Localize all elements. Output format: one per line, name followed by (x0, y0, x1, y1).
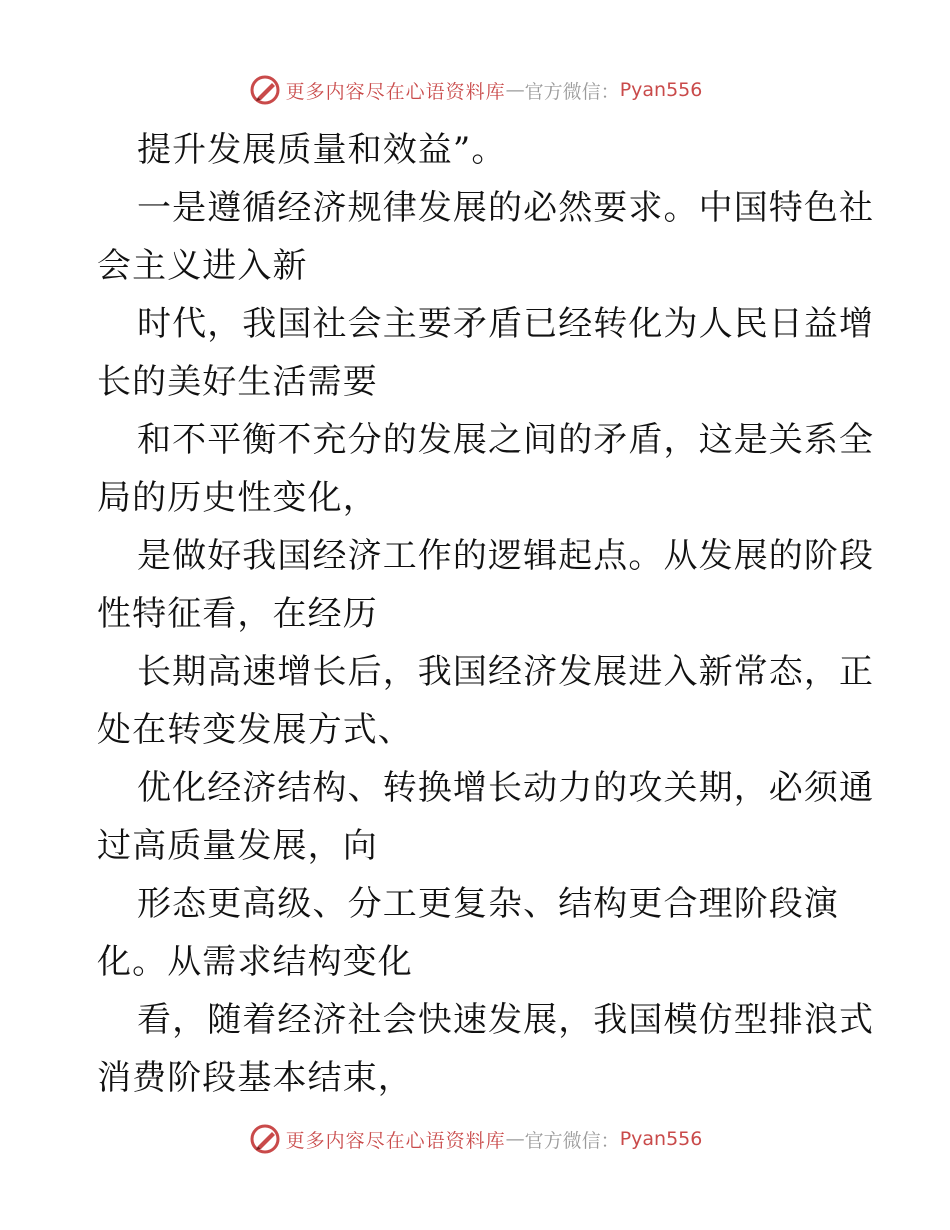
text-line: 看，随着经济社会快速发展，我国模仿型排浪式 (137, 1000, 875, 1040)
watermark-sub-text: 官方微信： (524, 80, 620, 103)
text-line: 处在转变发展方式、 (97, 710, 413, 750)
watermark-main-text: 更多内容尽在心语资料库 (285, 80, 506, 103)
footer-watermark (0, 1119, 950, 1159)
text-line: 是做好我国经济工作的逻辑起点。从发展的阶段 (137, 536, 875, 576)
pen-logo-icon (248, 1122, 282, 1156)
watermark-dash: — (505, 79, 525, 101)
watermark-wechat-id: Pyan556 (619, 1128, 703, 1150)
watermark-dash: — (505, 1128, 525, 1150)
pen-logo-icon (248, 73, 282, 107)
text-line: 化。从需求结构变化 (97, 942, 413, 982)
text-line: 长的美好生活需要 (97, 362, 378, 402)
text-line: 过高质量发展，向 (97, 826, 378, 866)
text-line: 一是遵循经济规律发展的必然要求。中国特色社 (137, 188, 875, 228)
watermark-main-text: 更多内容尽在心语资料库 (285, 1129, 506, 1152)
watermark-sub-text: 官方微信： (524, 1129, 620, 1152)
text-line: 形态更高级、分工更复杂、结构更合理阶段演 (137, 884, 839, 924)
text-line: 优化经济结构、转换增长动力的攻关期，必须通 (137, 768, 875, 808)
header-watermark (0, 70, 950, 110)
text-line: 和不平衡不充分的发展之间的矛盾，这是关系全 (137, 420, 875, 460)
text-line: 消费阶段基本结束， (97, 1058, 413, 1098)
text-line: 提升发展质量和效益”。 (137, 130, 507, 170)
text-line: 性特征看，在经历 (97, 594, 378, 634)
text-line: 局的历史性变化， (97, 478, 378, 518)
text-line: 会主义进入新 (97, 246, 308, 286)
text-line: 长期高速增长后，我国经济发展进入新常态，正 (137, 652, 875, 692)
watermark-wechat-id: Pyan556 (619, 79, 703, 101)
text-line: 时代，我国社会主要矛盾已经转化为人民日益增 (137, 304, 875, 344)
